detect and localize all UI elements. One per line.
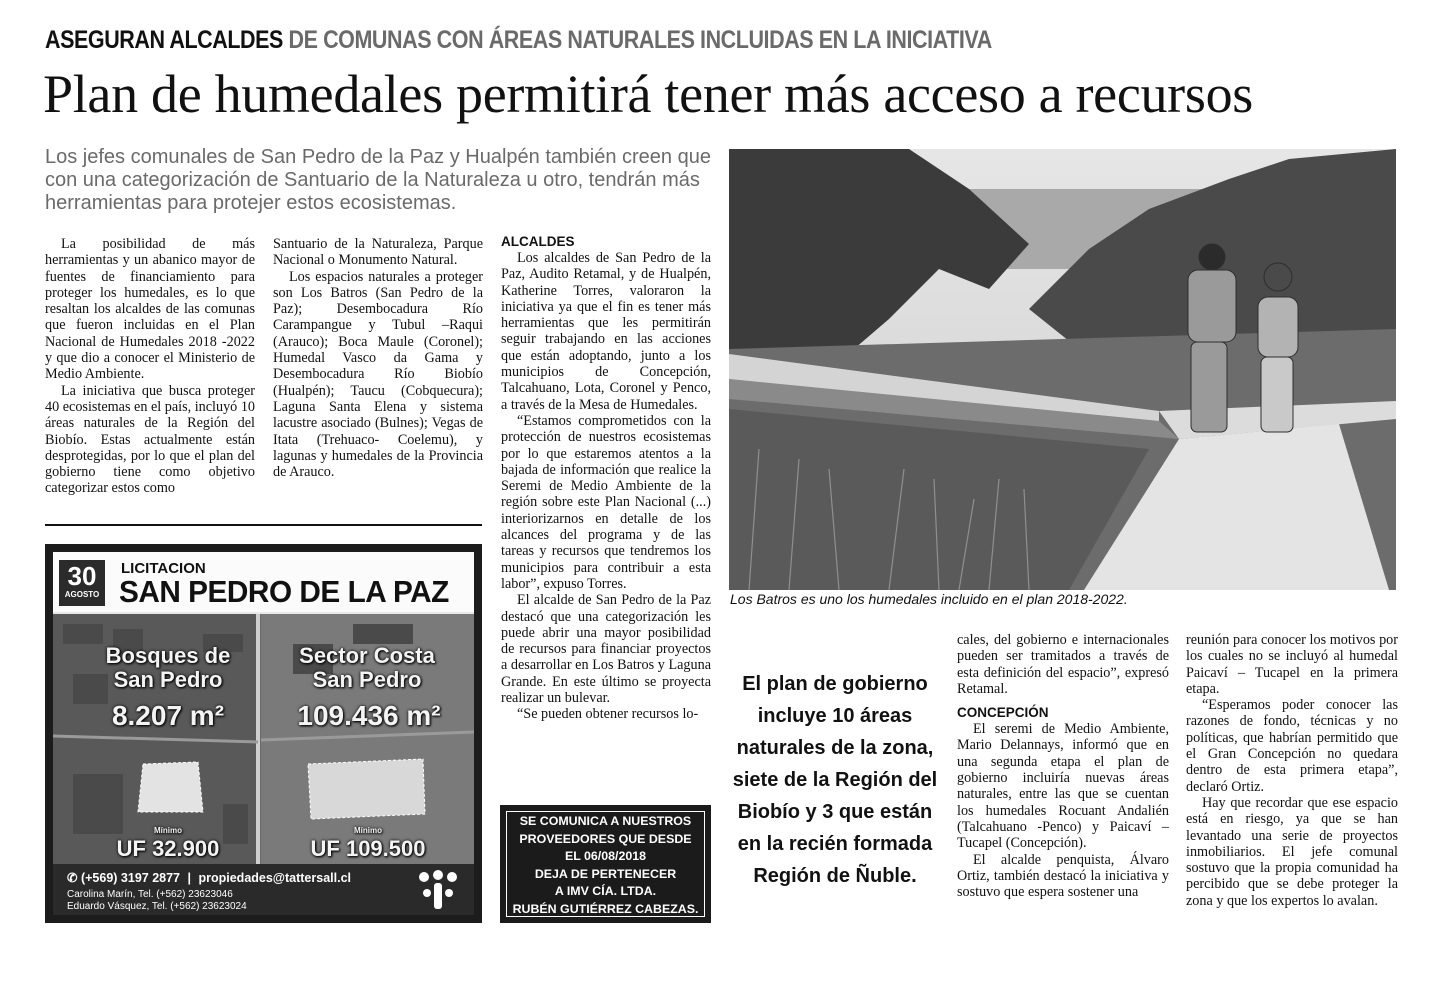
whatsapp-icon: ✆ — [67, 871, 78, 885]
lot2-name — [267, 644, 467, 692]
paragraph: El alcalde penquista, Álvaro Ortiz, también destacó la iniciativa y sostuvo que espera sostener una — [957, 851, 1169, 901]
supplier-notice-text — [506, 811, 705, 917]
photo-caption: Los Batros es uno los humedales incluido en el plan 2018-2022. — [730, 591, 1128, 607]
auction-ad — [45, 544, 482, 923]
ad-date-badge — [59, 560, 105, 606]
paragraph: El seremi de Medio Ambiente, Mario Delannays, informó que en una segunda etapa el plan de gobierno incluiría nuevas áreas naturales, entre las que se cuentan los humedales Rocuant Andalién (Talcahuano -Penco) y Paicaví – Tucapel (Concepción). — [957, 721, 1169, 852]
kicker — [45, 26, 992, 55]
lot2-area: 109.436 m² — [297, 700, 441, 731]
lede: Los jefes comunales de San Pedro de la Paz y Hualpén también creen que con una categorización de Santuario de la Naturaleza u otro, tendrán más herramientas para protejer estos ecosistemas. — [45, 146, 711, 214]
lot1-price: UF 32.900 — [116, 836, 220, 861]
column-6 — [1186, 632, 1398, 909]
company-logo-icon — [416, 869, 460, 911]
headline: Plan de humedales permitirá tener más acceso a recursos — [43, 64, 1253, 124]
notice-line: RUBÉN GUTIÉRREZ CABEZAS. — [512, 901, 699, 916]
paragraph: El alcalde de San Pedro de la Paz destacó que una categorización les puede abrir una mayor posibilidad de recursos para financiar proyectos a desarrollar en Los Batros y Laguna Grande. En este último se proyecta realizar un bulevar. — [501, 592, 711, 707]
wetland-photo-illustration — [729, 149, 1396, 590]
ad-phone: (+569) 3197 2877 — [80, 871, 181, 885]
notice-line: EL 06/08/2018 — [564, 849, 647, 863]
ad-phone-row: ✆ (+569) 3197 2877 | propiedades@tattersall.cl — [67, 871, 351, 885]
ad-email: propiedades@tattersall.cl — [198, 871, 351, 885]
paragraph: Los espacios naturales a proteger son Los Batros (San Pedro de la Paz); Desembocadura Río Carampangue y Tubul –Raqui (Arauco); Boca Maule (Coronel); Humedal Vasco da Gama y Desembocadura Río Biobío (Hualpén); Taucu (Cobquecura); Laguna Santa Elena y sistema lacustre asociado (Bulnes); Vegas de Itata (Trehuaco- Coelemu), y lagunas y humedales de la Provincia de Arauco. — [273, 268, 483, 481]
kicker-rest: DE COMUNAS CON ÁREAS NATURALES INCLUIDAS EN LA INICIATIVA — [288, 26, 992, 54]
auction-ad-panel — [53, 552, 474, 915]
notice-line: PROVEEDORES QUE DESDE — [519, 831, 692, 846]
paragraph: La iniciativa que busca proteger 40 ecosistemas en el país, incluyó 10 áreas naturales de la Región del Biobío. Estas actualmente están desprotegidas, por lo que el plan del gobierno tiene como objetivo categorizar estos como — [45, 382, 256, 497]
lot1-name — [73, 644, 263, 692]
ad-contact-bar — [53, 864, 474, 915]
lot1-name-line1: Bosques de — [105, 643, 231, 668]
paragraph: Santuario de la Naturaleza, Parque Nacional o Monumento Natural. — [273, 236, 483, 269]
ad-date-day: 30 — [67, 561, 97, 591]
paragraph: “Esperamos poder conocer las razones de fondo, técnicas y no políticas, que habrían permitido que el Gran Concepción no quedara dentro de esta primera etapa”, declaró Ortiz. — [1186, 697, 1398, 795]
wetland-photo — [729, 149, 1396, 590]
paragraph: “Estamos comprometidos con la protección de nuestros ecosistemas por lo que estaremos atentos a la bajada de información que realice la Seremi de Medio Ambiente de la región sobre este Plan Nacional (...) interiorizarnos en detalle de los alcances del programa y de las tareas y recursos que tendremos los municipios para contribuir a esta labor”, expuso Torres. — [501, 412, 711, 592]
column-1 — [45, 236, 255, 497]
ad-header — [53, 552, 474, 612]
column-5 — [957, 632, 1169, 900]
ad-contact-1: Carolina Marín, Tel. (+562) 23623046 — [67, 889, 233, 900]
lot1-area: 8.207 m² — [111, 700, 225, 731]
column-2 — [273, 236, 483, 480]
lot1-name-line2: San Pedro — [113, 667, 223, 692]
ad-title: SAN PEDRO DE LA PAZ — [119, 574, 449, 609]
paragraph: Los alcaldes de San Pedro de la Paz, Audito Retamal, y de Hualpén, Katherine Torres, valoraron la iniciativa ya que el fin es tener más herramientas que les permitirán seguir trabajando en las acciones que están adoptando, junto a los municipios de Concepción, Talcahuano, Lota, Coronel y Penco, a través de la Mesa de Humedales. — [501, 250, 711, 413]
section-heading-alcaldes: ALCALDES — [501, 234, 575, 249]
paragraph: Hay que recordar que ese espacio está en riesgo, ya que se han levantado una serie de proyectos inmobiliarios. El jefe comunal sostuvo que la propia comunidad ha percibido que se debe proteger la zona y que los expertos lo avalan. — [1186, 794, 1398, 909]
ad-contact-2: Eduardo Vásquez, Tel. (+562) 23623024 — [67, 901, 247, 912]
ad-date-month: AGOSTO — [64, 590, 100, 599]
column-3 — [501, 234, 711, 723]
paragraph: “Se pueden obtener recursos lo- — [517, 706, 699, 723]
paragraph: cales, del gobierno e internacionales pueden ser tramitados a través de esta definición del espacio”, expresó Retamal. — [957, 632, 1169, 697]
paragraph: reunión para conocer los motivos por los cuales no se incluyó al humedal Paicaví – Tucapel en la primera etapa. — [1186, 632, 1398, 697]
notice-line: DEJA DE PERTENECER — [534, 866, 677, 881]
kicker-bold: ASEGURAN ALCALDES — [45, 26, 283, 54]
divider — [45, 524, 482, 526]
pull-quote: El plan de gobierno incluye 10 áreas naturales de la zona, siete de la Región del Biobío y 3 que están en la recién formada Región de Ñuble. — [732, 673, 938, 887]
ad-aerial-map — [53, 614, 474, 864]
paragraph: La posibilidad de más herramientas y un abanico mayor de fuentes de financiamiento para proteger los humedales, es lo que resaltan los alcaldes de las comunas que fueron incluidas en el Plan Nacional de Humedales 2018 -2022 y que dio a conocer el Ministerio de Medio Ambiente. — [45, 236, 255, 383]
notice-line: A IMV CÍA. LTDA. — [554, 884, 657, 898]
notice-line: SE COMUNICA A NUESTROS — [519, 814, 692, 828]
supplier-notice — [500, 805, 711, 923]
section-heading-concepcion: CONCEPCIÓN — [957, 705, 1049, 721]
lot2-name-line2: San Pedro — [312, 667, 422, 692]
ad-label: LICITACION — [121, 560, 206, 577]
lot2-min-label: Mínimo — [354, 826, 382, 835]
lot2-price: UF 109.500 — [310, 836, 426, 861]
lot2-name-line1: Sector Costa — [299, 643, 435, 668]
lot1-min-label: Mínimo — [154, 826, 182, 835]
